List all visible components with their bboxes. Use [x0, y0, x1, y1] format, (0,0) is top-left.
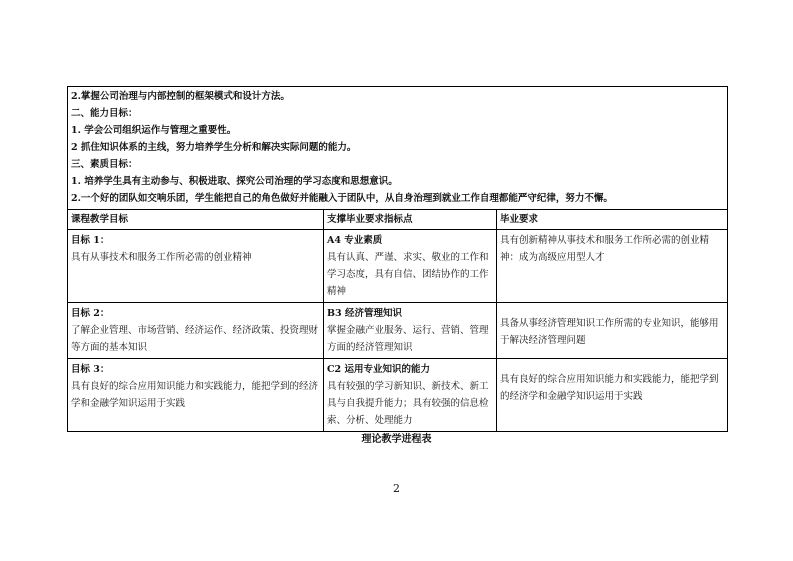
goal-title: 目标 2：	[71, 308, 110, 319]
intro-line: 2 抓住知识体系的主线，努力培养学生分析和解决实际问题的能力。	[71, 142, 357, 153]
column-header: 课程教学目标	[68, 210, 324, 230]
section-heading-ability: 二、能力目标：	[71, 108, 138, 119]
indicator-text: 掌握金融产业服务、运行、营销、管理方面的经济管理知识	[327, 325, 489, 353]
page-number: 2	[393, 482, 400, 495]
intro-line: 1. 学会公司组织运作与管理之重要性。	[71, 125, 237, 136]
goal-title: 目标 3：	[71, 364, 110, 375]
section-heading-quality: 三、素质目标：	[71, 159, 138, 170]
requirement-cell	[497, 359, 728, 432]
column-header: 毕业要求	[497, 210, 728, 230]
table-header-row	[68, 210, 728, 230]
requirement-cell	[497, 303, 728, 359]
table-caption: 理论教学进程表	[361, 434, 432, 445]
indicator-cell	[324, 303, 497, 359]
intro-line: 2.掌握公司治理与内部控制的框架模式和设计方法。	[71, 91, 290, 102]
requirement-text: 具有良好的综合应用知识能力和实践能力，能把学到的经济学和金融学知识运用于实践	[500, 374, 719, 402]
indicator-title: A4 专业素质	[327, 235, 383, 246]
table-row	[68, 359, 728, 432]
column-header: 支撑毕业要求指标点	[324, 210, 497, 230]
indicator-title: C2 运用专业知识的能力	[327, 364, 430, 375]
intro-line: 1. 培养学生具有主动参与、积极进取、探究公司治理的学习态度和思想意识。	[71, 176, 398, 187]
intro-section	[68, 87, 728, 210]
indicator-text: 具有较强的学习新知识、新技术、新工具与自我提升能力；具有较强的信息检索、分析、处理能力	[327, 381, 489, 426]
indicator-cell	[324, 230, 497, 303]
table-row	[68, 303, 728, 359]
indicator-cell	[324, 359, 497, 432]
goal-text: 具有良好的综合应用知识能力和实践能力，能把学到的经济学和金融学知识运用于实践	[71, 381, 319, 409]
goal-text: 了解企业管理、市场营销、经济运作、经济政策、投资理财等方面的基本知识	[71, 325, 319, 353]
goal-cell	[68, 303, 324, 359]
indicator-text: 具有认真、严谨、求实、敬业的工作和学习态度，具有自信、团结协作的工作精神	[327, 252, 489, 297]
goal-title: 目标 1：	[71, 235, 110, 246]
goal-cell	[68, 359, 324, 432]
requirement-text: 具有创新精神从事技术和服务工作所必需的创业精神：成为高级应用型人才	[500, 235, 710, 263]
goal-text: 具有从事技术和服务工作所必需的创业精神	[71, 252, 252, 263]
requirement-cell	[497, 230, 728, 303]
intro-line: 2.一个好的团队如交响乐团，学生能把自己的角色做好并能融入于团队中，从自身治理到就业工作自理都能严守纪律，努力不懈。	[71, 193, 613, 204]
indicator-title: B3 经济管理知识	[327, 308, 402, 319]
goal-cell	[68, 230, 324, 303]
course-objectives-table	[67, 86, 728, 432]
table-row	[68, 230, 728, 303]
requirement-text: 具备从事经济管理知识工作所需的专业知识，能够用于解决经济管理问题	[500, 318, 719, 346]
